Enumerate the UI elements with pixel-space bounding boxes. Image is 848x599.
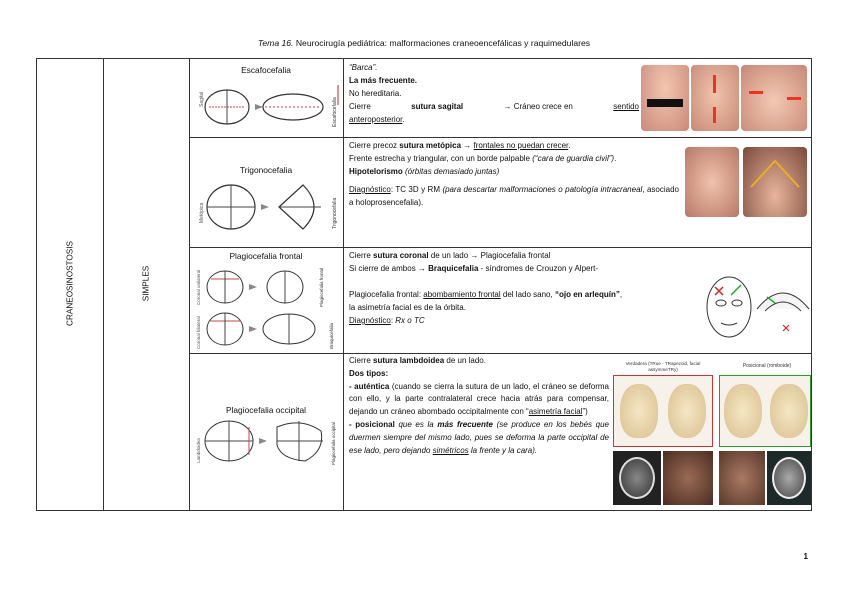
- category-label: CRANEOSINOSTOSIS: [65, 241, 75, 326]
- patient-photo: [743, 147, 807, 217]
- text-span: → Cráneo crece en: [503, 102, 573, 111]
- fig-label: Lambdoidea: [196, 438, 201, 463]
- patient-photo: [685, 147, 739, 217]
- fig-label: Metópica: [199, 202, 205, 223]
- text-span: Diagnóstico: [349, 316, 391, 325]
- patient-photo: [741, 65, 807, 131]
- fig-label: Plagiocefalia frontal: [319, 267, 324, 307]
- text-span: abombamiento frontal: [423, 290, 501, 299]
- text-span: sutura metópica: [399, 141, 462, 150]
- row-divider: [189, 247, 811, 248]
- img-label-verdadera: Verdadera (TRue - TRapezoid, facial assymmeTRy): [625, 361, 701, 372]
- text-span: más frecuente: [437, 419, 493, 429]
- text-span: Cierre: [349, 356, 371, 365]
- occipital-comparison-figure: [613, 359, 811, 507]
- table-divider: [103, 59, 104, 510]
- text-span: (órbitas demasiado juntas): [405, 167, 500, 176]
- row-title-trigonocefalia: Trigonocefalia: [239, 165, 293, 175]
- ct-image: [767, 451, 811, 505]
- text-span: la asimetría facial es de la órbita.: [349, 303, 466, 312]
- text-span: Hipotelorismo: [349, 167, 403, 176]
- text-span: No hereditaria.: [349, 89, 402, 98]
- image-panel: [613, 375, 713, 447]
- craniosynostosis-table: [36, 58, 812, 511]
- text-span: - auténtica: [349, 381, 390, 391]
- row-text-escafocefalia: [349, 61, 639, 126]
- skull-diagram-plagiocefalia-occipital: [193, 417, 341, 467]
- table-divider: [189, 59, 190, 510]
- text-span: sutura coronal: [373, 251, 429, 260]
- fig-label: Escafocefalia: [332, 97, 338, 127]
- text-span: .: [402, 115, 405, 124]
- skull-diagram-plagiocefalia-frontal: [193, 265, 341, 351]
- text-span: sutura lambdoidea: [373, 356, 445, 365]
- text-span: sutura sagital: [411, 102, 464, 111]
- text-span: ,: [619, 290, 623, 299]
- patient-photo: [691, 65, 739, 131]
- ct-image: [613, 451, 661, 505]
- text-span: →: [463, 141, 472, 150]
- patient-photo: [719, 451, 765, 505]
- text-span: Cierre: [349, 102, 371, 111]
- header-title: Neurocirugía pediátrica: malformaciones craneoencefálicas y raquimedulares: [295, 38, 591, 48]
- image-panel: [719, 375, 811, 447]
- text-span: frontales no puedan crecer: [473, 141, 569, 150]
- text-span: ”): [582, 407, 588, 417]
- table-divider: [343, 59, 344, 510]
- row-title-escafocefalia: Escafocefalia: [241, 65, 291, 75]
- text-span: anteroposterior: [349, 115, 403, 124]
- text-span: (cuando se cierra la sutura de un lado, el cráneo se deforma con ello, y la parte contralateral crece hacia atrás para compensar, dejando un cráneo abombado occipitalmente con “: [349, 381, 609, 417]
- page-number: 1: [803, 552, 808, 561]
- row-text-plagiocefalia-frontal: [349, 249, 709, 327]
- harlequin-eye-illustration: [703, 267, 811, 345]
- text-span: del lado sano,: [502, 290, 553, 299]
- text-span: de un lado.: [446, 356, 486, 365]
- text-span: Plagiocefalia frontal:: [349, 290, 422, 299]
- subcategory-label: SIMPLES: [141, 265, 151, 302]
- text-span: “ojo en arlequín”: [554, 290, 620, 299]
- text-span: Cierre precoz: [349, 141, 398, 150]
- fig-label: Coronal unilateral: [196, 269, 201, 305]
- patient-photo: [641, 65, 689, 131]
- fig-label: Sagital: [199, 91, 205, 107]
- text-span: asimetría facial: [528, 407, 583, 417]
- text-span: (“cara de guardia civil”): [532, 154, 615, 163]
- row-title-plagiocefalia-frontal: Plagiocefalia frontal: [229, 251, 303, 261]
- text-span: simétricos: [432, 445, 469, 455]
- fig-label: Coronal bilateral: [196, 316, 201, 349]
- text-span: - posicional: [349, 419, 395, 429]
- text-span: que es la: [398, 419, 434, 429]
- row-text-plagiocefalia-occipital: [349, 355, 609, 457]
- text-span: , asociado a holoprosencefalia).: [349, 185, 679, 207]
- text-span: :: [390, 316, 394, 325]
- text-span: sentido: [613, 102, 639, 111]
- row-text-trigonocefalia: [349, 139, 679, 209]
- text-span: (para descartar malformaciones o patología intracraneal: [442, 185, 643, 194]
- text-span: Si cierre de ambos →: [349, 264, 426, 273]
- row-divider: [189, 353, 811, 354]
- text-span: Frente estrecha y triangular, con un borde palpable: [349, 154, 531, 163]
- fig-label: Braquicefalia: [329, 322, 334, 349]
- row-divider: [189, 137, 811, 138]
- text-span: - síndromes de Crouzon y Alpert-: [480, 264, 599, 273]
- topic-label: Tema 16.: [257, 38, 294, 48]
- text-span: Rx o TC: [395, 316, 425, 325]
- text-span: Diagnóstico: [349, 185, 391, 194]
- text-span: Cierre: [349, 251, 371, 260]
- text-span: de un lado → Plagiocefalia frontal: [430, 251, 551, 260]
- fig-label: Plagiocefalia occipital: [331, 421, 336, 465]
- text-span: (se produce en los bebés que duermen siempre del mismo lado, pues se deforma la parte occipital de ese lado, pero dejando: [349, 419, 609, 455]
- img-label-posicional: Posicional (romboide): [742, 363, 792, 369]
- text-span: .: [568, 141, 571, 150]
- text-span: La más frecuente.: [349, 76, 418, 85]
- skull-diagram-trigonocefalia: [195, 177, 340, 237]
- text-span: : TC 3D y RM: [390, 185, 440, 194]
- row-title-plagiocefalia-occipital: Plagiocefalia occipital: [225, 405, 307, 415]
- text-span: .: [614, 154, 617, 163]
- text-span: la frente y la cara).: [470, 445, 538, 455]
- page-header: [0, 38, 848, 48]
- text-span: Braquicefalia: [428, 264, 479, 273]
- text-span: “Barca”.: [349, 63, 378, 72]
- text-span: Dos tipos:: [349, 368, 389, 378]
- skull-diagram-escafocefalia: [195, 79, 340, 135]
- patient-photo: [663, 451, 713, 505]
- fig-label: Trigonocefalia: [332, 197, 338, 229]
